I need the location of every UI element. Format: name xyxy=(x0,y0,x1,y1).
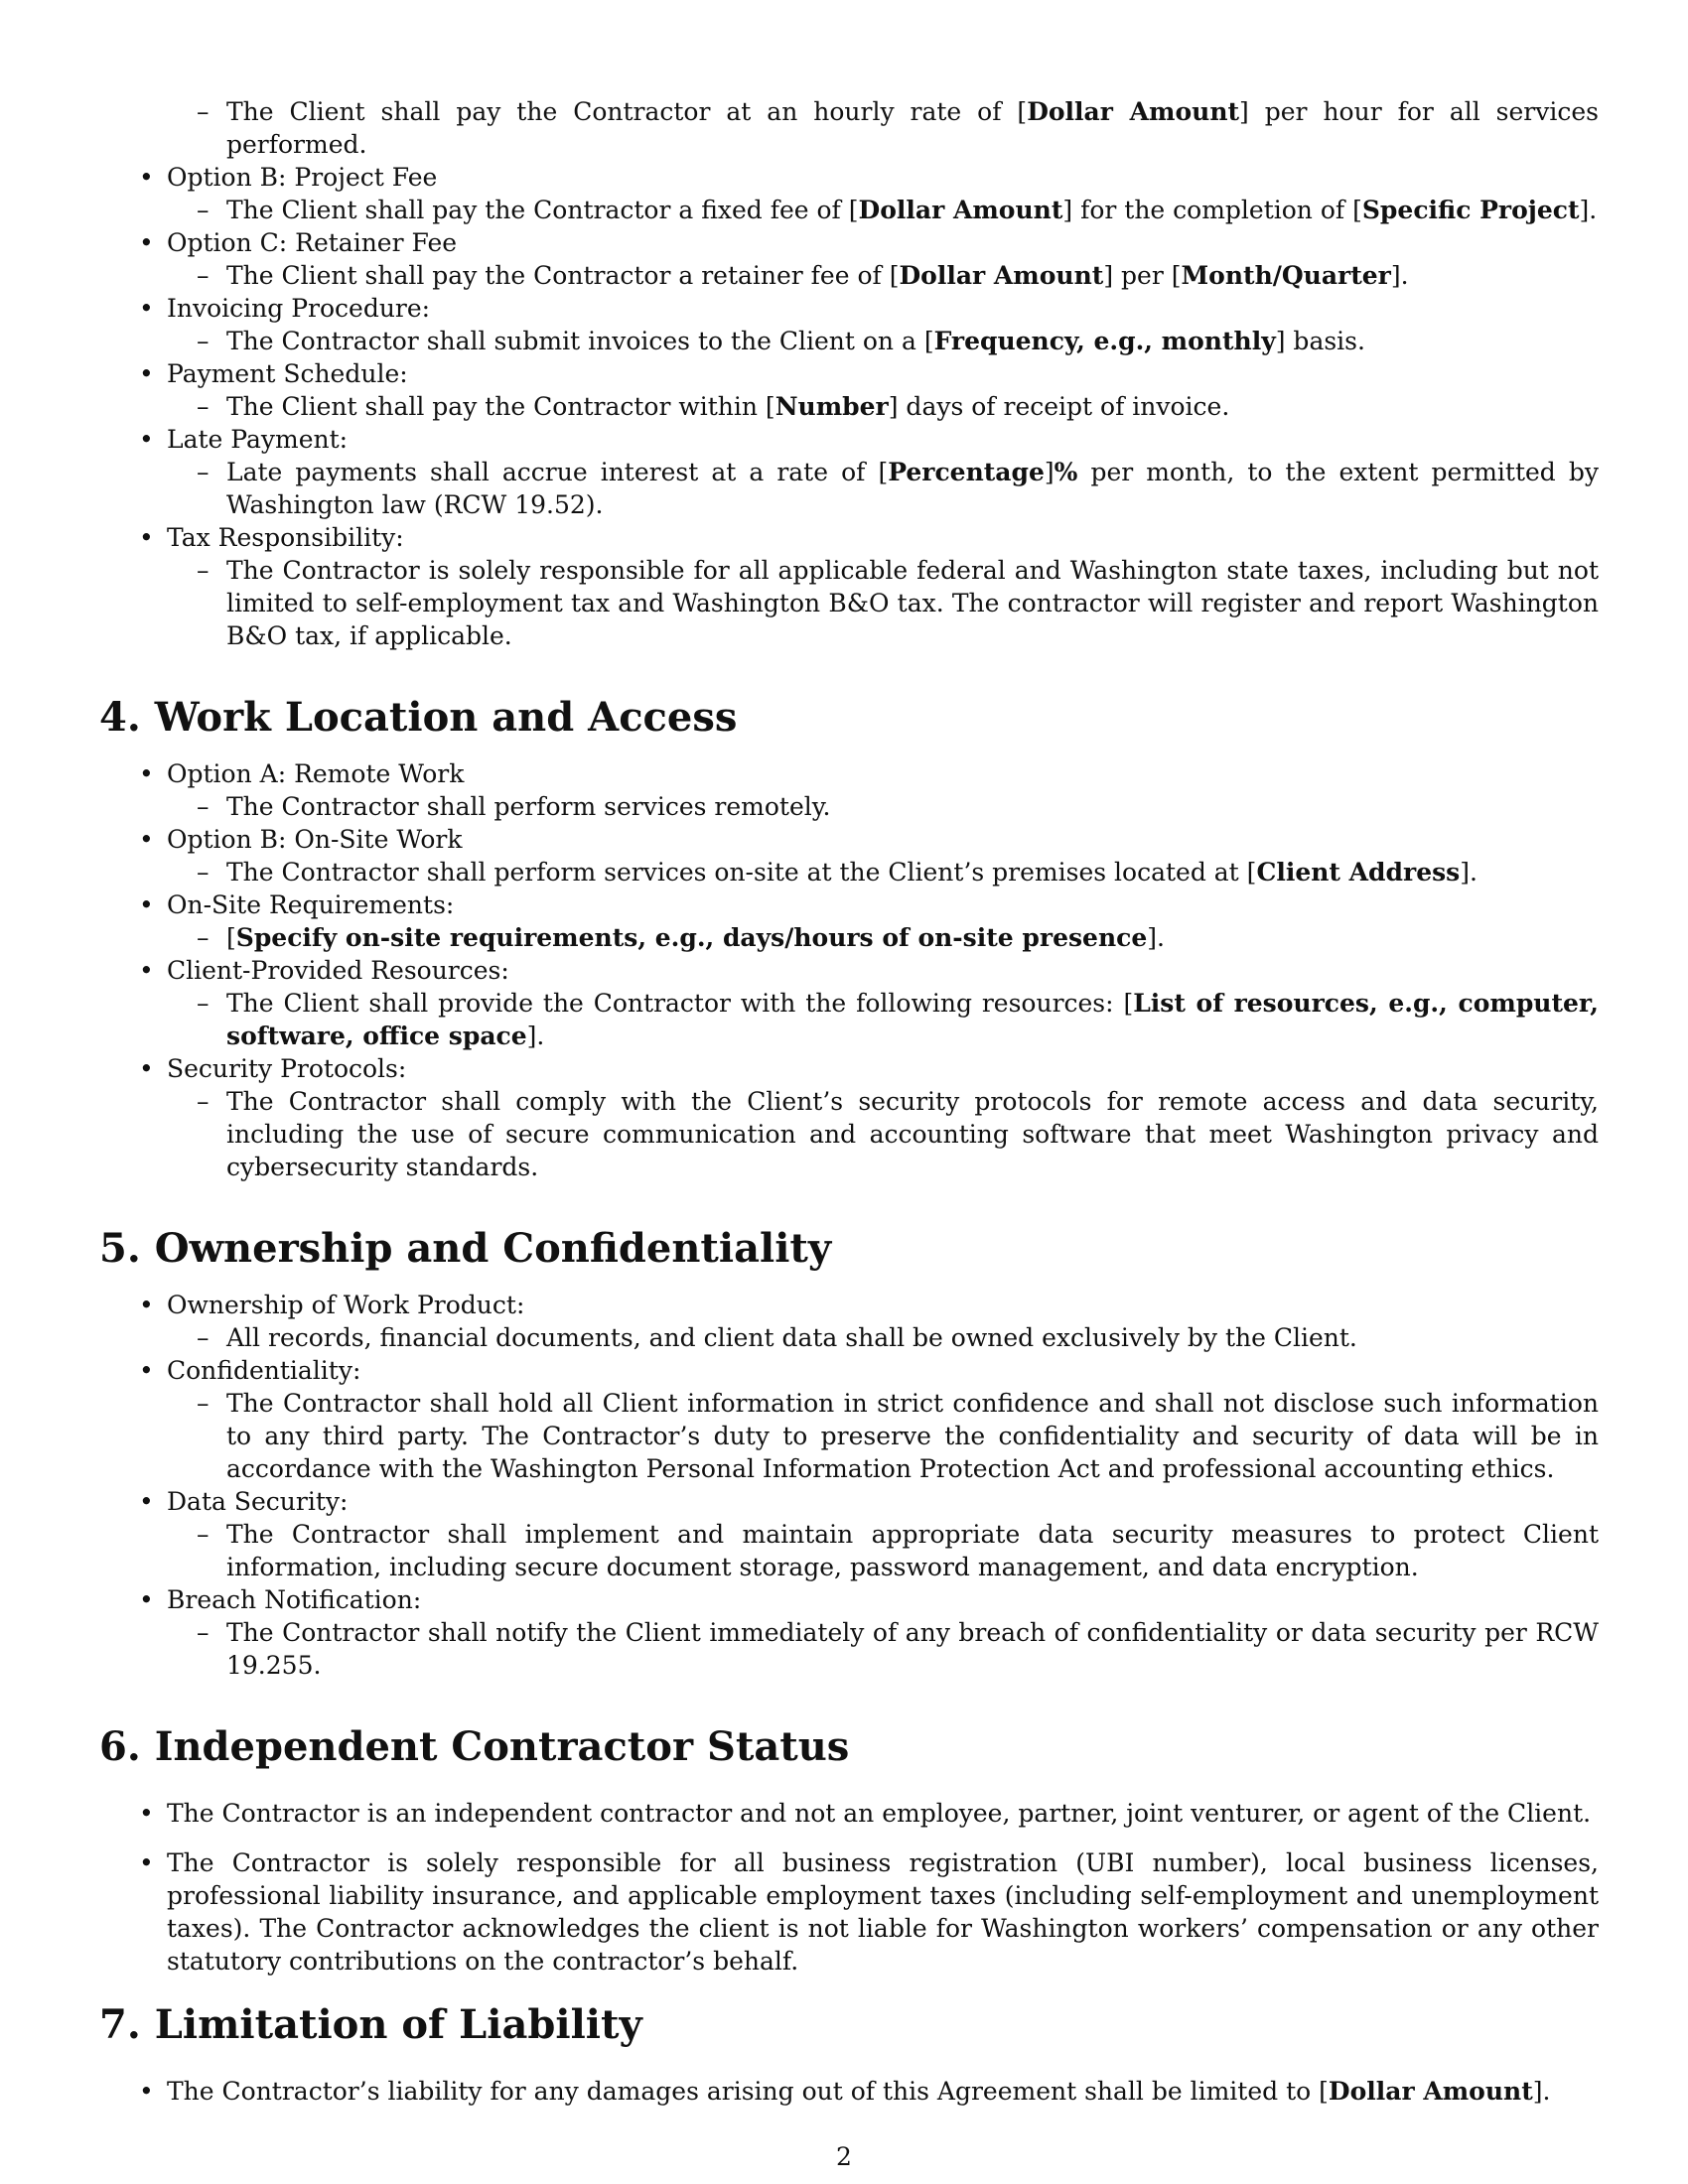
section5-list xyxy=(99,1289,1599,1682)
list-item: • Ownership of Work Product: – All records, financial documents, and client data shall be owned exclusively by the Client. xyxy=(99,1289,1599,1354)
section-heading: 7. Limitation of Liability xyxy=(99,2001,642,2048)
sub-item: – The Contractor shall submit invoices to the Client on a [Frequency, e.g., monthly] basis. xyxy=(167,325,1599,357)
list-item: • Option B: On-Site Work – The Contractor shall perform services on-site at the Client’s premises located at [Client Address]. xyxy=(99,823,1599,888)
section-heading: 4. Work Location and Access xyxy=(99,694,738,741)
sub-item: – The Client shall pay the Contractor a retainer fee of [Dollar Amount] per [Month/Quarter]. xyxy=(167,259,1599,292)
list-item: • The Contractor is solely responsible for all business registration (UBI number), local business licenses, professional liability insurance, and applicable employment taxes (including self-employment and unemployment taxes). The Contractor acknowledges the client is not liable for Washington workers’ compensation or any other statutory contributions on the contractor’s behalf. xyxy=(99,1846,1599,1978)
list-item: • Breach Notification: – The Contractor shall notify the Client immediately of any breach of confidentiality or data security per RCW 19.255. xyxy=(99,1583,1599,1682)
sub-item: – The Contractor is solely responsible for all applicable federal and Washington state taxes, including but not limited to self-employment tax and Washington B&O tax. The contractor will register and report Washington B&O tax, if applicable. xyxy=(167,554,1599,652)
list-item: • Late Payment: – Late payments shall accrue interest at a rate of [Percentage]% per month, to the extent permitted by Washington law (RCW 19.52). xyxy=(99,423,1599,521)
section3-first-sublist xyxy=(167,95,1599,161)
list-item: • Security Protocols: – The Contractor shall comply with the Client’s security protocols for remote access and data security, including the use of secure communication and accounting software that meet Washington privacy and cybersecurity standards. xyxy=(99,1052,1599,1183)
sub-item: – All records, financial documents, and client data shall be owned exclusively by the Client. xyxy=(167,1321,1599,1354)
page-number: 2 xyxy=(836,2142,852,2171)
list-item: • Option A: Remote Work – The Contractor shall perform services remotely. xyxy=(99,757,1599,823)
sub-item: – The Contractor shall perform services remotely. xyxy=(167,790,1599,823)
sub-item: – The Client shall pay the Contractor a fixed fee of [Dollar Amount] for the completion of [Specific Project]. xyxy=(167,194,1599,226)
list-item: • Data Security: – The Contractor shall implement and maintain appropriate data security measures to protect Client information, including secure document storage, password management, and data encryption. xyxy=(99,1485,1599,1583)
sub-item: – The Client shall pay the Contractor within [Number] days of receipt of invoice. xyxy=(167,390,1599,423)
list-item: • Option C: Retainer Fee – The Client shall pay the Contractor a retainer fee of [Dollar Amount] per [Month/Quarter]. xyxy=(99,226,1599,292)
sub-item: – [Specify on-site requirements, e.g., days/hours of on-site presence]. xyxy=(167,921,1599,954)
document-page xyxy=(99,95,1599,2108)
section-heading: 5. Ownership and Confidentiality xyxy=(99,1225,832,1272)
list-item: • Confidentiality: – The Contractor shall hold all Client information in strict confidence and shall not disclose such information to any third party. The Contractor’s duty to preserve the confidentiality and security of data will be in accordance with the Washington Personal Information Protection Act and professional accounting ethics. xyxy=(99,1354,1599,1485)
sub-item: – Late payments shall accrue interest at a rate of [Percentage]% per month, to the extent permitted by Washington law (RCW 19.52). xyxy=(167,456,1599,521)
sub-item: – The Client shall provide the Contractor with the following resources: [List of resources, e.g., computer, software, office space]. xyxy=(167,987,1599,1052)
list-item: • Client-Provided Resources: – The Client shall provide the Contractor with the following resources: [List of resources, e.g., computer, software, office space]. xyxy=(99,954,1599,1052)
sub-item: – The Client shall pay the Contractor at an hourly rate of [Dollar Amount] per hour for all services performed. xyxy=(167,95,1599,161)
list-item: • On-Site Requirements: – [Specify on-site requirements, e.g., days/hours of on-site presence]. xyxy=(99,888,1599,954)
list-item: • Option B: Project Fee – The Client shall pay the Contractor a fixed fee of [Dollar Amount] for the completion of [Specific Project]. xyxy=(99,161,1599,226)
list-item: • Invoicing Procedure: – The Contractor shall submit invoices to the Client on a [Frequency, e.g., monthly] basis. xyxy=(99,292,1599,357)
sub-item: – The Contractor shall comply with the Client’s security protocols for remote access and data security, including the use of secure communication and accounting software that meet Washington privacy and cybersecurity standards. xyxy=(167,1085,1599,1183)
section-heading: 6. Independent Contractor Status xyxy=(99,1723,850,1770)
sub-item: – The Contractor shall hold all Client information in strict confidence and shall not disclose such information to any third party. The Contractor’s duty to preserve the confidentiality and security of data will be in accordance with the Washington Personal Information Protection Act and professional accounting ethics. xyxy=(167,1387,1599,1485)
sub-item: – The Contractor shall notify the Client immediately of any breach of confidentiality or data security per RCW 19.255. xyxy=(167,1616,1599,1682)
section6-list xyxy=(99,1797,1599,1978)
section7-list xyxy=(99,2075,1599,2108)
list-item: • Payment Schedule: – The Client shall pay the Contractor within [Number] days of receipt of invoice. xyxy=(99,357,1599,423)
section4-list xyxy=(99,757,1599,1183)
sub-item: – The Contractor shall perform services on-site at the Client’s premises located at [Client Address]. xyxy=(167,856,1599,888)
list-item: • The Contractor’s liability for any damages arising out of this Agreement shall be limited to [Dollar Amount]. xyxy=(99,2075,1599,2108)
list-item: • The Contractor is an independent contractor and not an employee, partner, joint venturer, or agent of the Client. xyxy=(99,1797,1599,1830)
section3-list xyxy=(99,161,1599,652)
list-item: • Tax Responsibility: – The Contractor is solely responsible for all applicable federal and Washington state taxes, including but not limited to self-employment tax and Washington B&O tax. The contractor will register and report Washington B&O tax, if applicable. xyxy=(99,521,1599,652)
sub-item: – The Contractor shall implement and maintain appropriate data security measures to protect Client information, including secure document storage, password management, and data encryption. xyxy=(167,1518,1599,1583)
